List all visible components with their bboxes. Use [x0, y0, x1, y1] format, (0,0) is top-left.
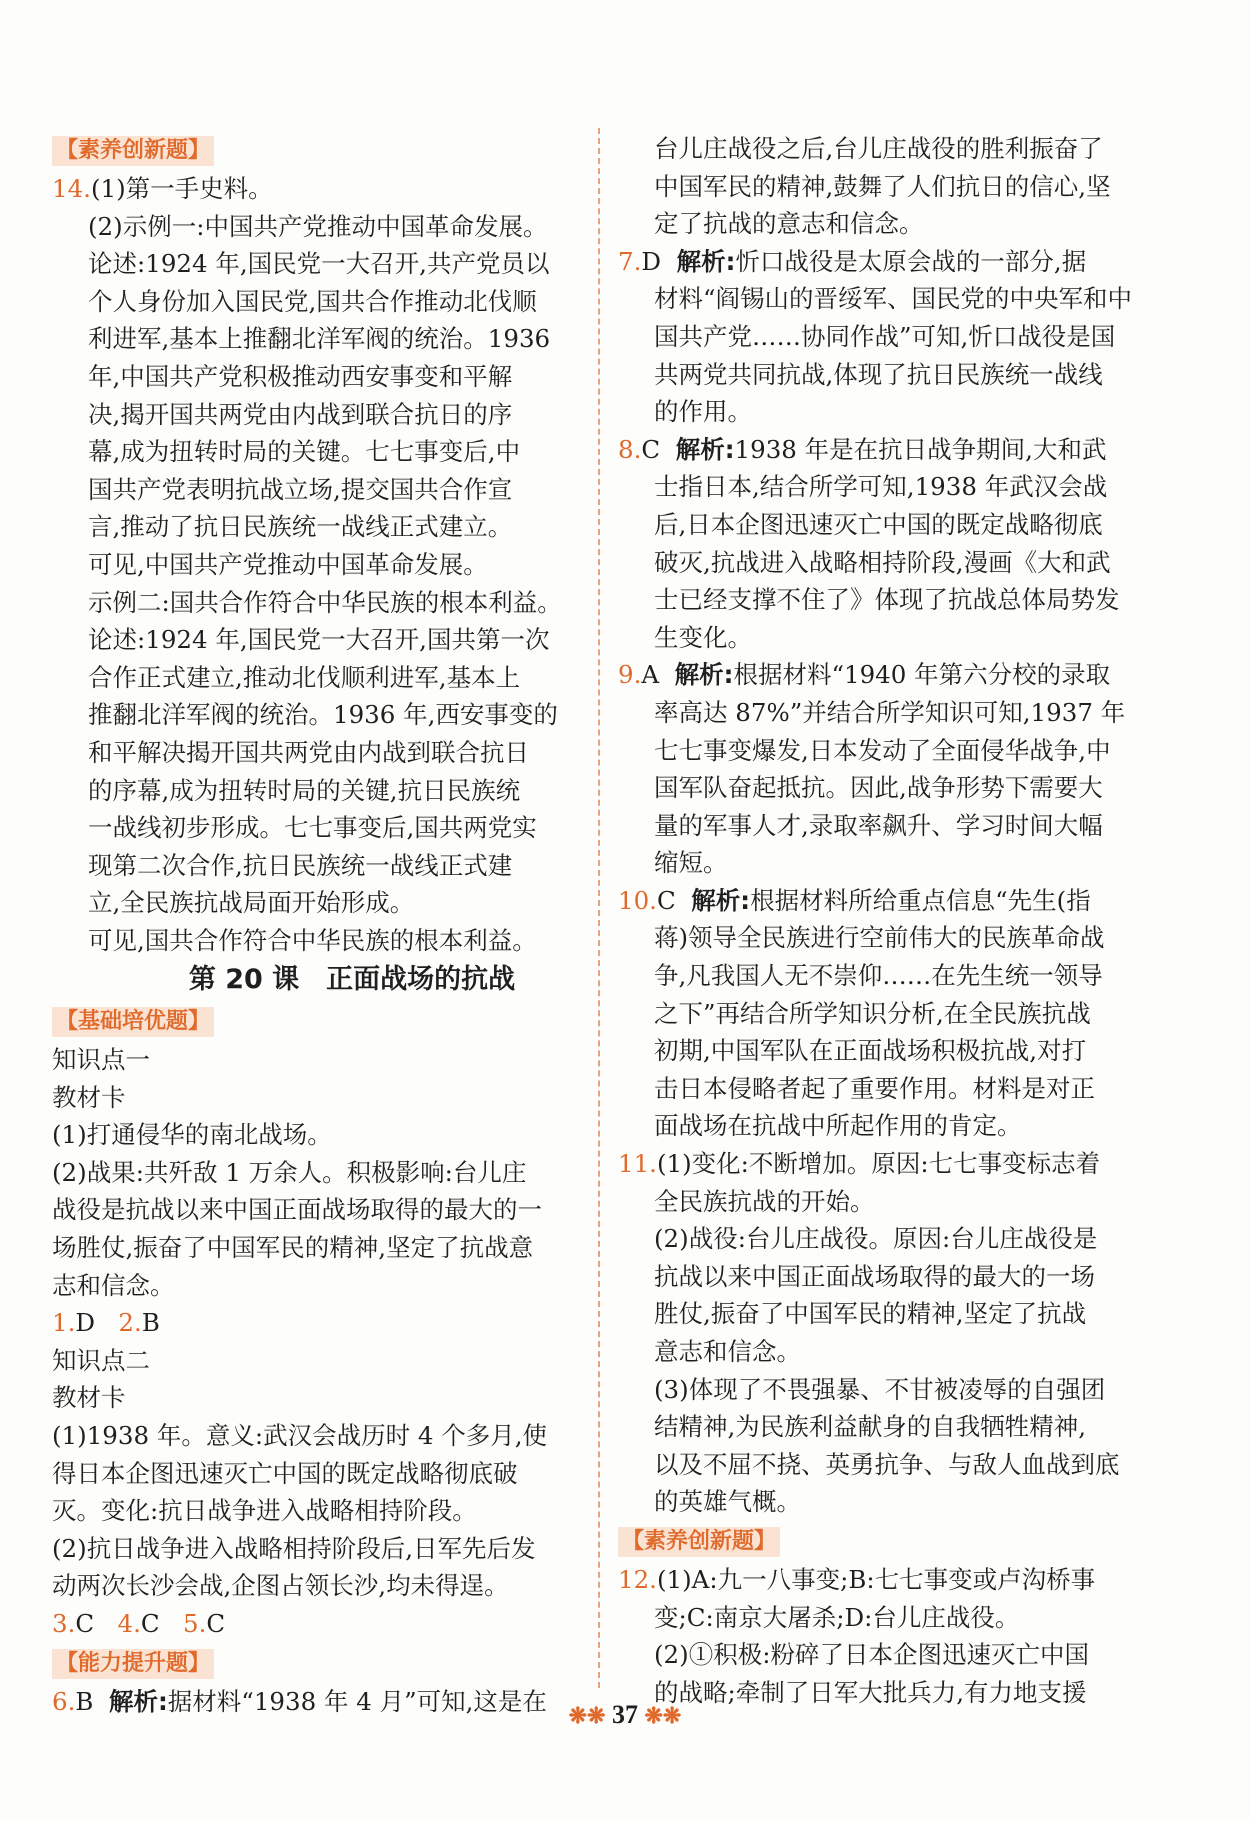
q10-body [618, 919, 1148, 1145]
q9-line [618, 656, 1148, 694]
text-line: 变;C:南京大屠杀;D:台儿庄战役。 [654, 1602, 1020, 1632]
ans-5-value: C [206, 1608, 226, 1638]
text-line: 的英雄气概。 [654, 1487, 801, 1517]
text-line: 可见,中国共产党推动中国革命发展。 [88, 549, 488, 579]
ans-1-num: 1. [52, 1308, 76, 1338]
text-line: 量的军事人才,录取率飙升、学习时间大幅 [654, 810, 1103, 840]
q11-body [618, 1183, 1148, 1521]
text-line: 全民族抗战的开始。 [654, 1186, 875, 1216]
answers-1-2 [52, 1304, 592, 1342]
text-line: 可见,国共合作符合中华民族的根本利益。 [88, 925, 537, 955]
text-line: 初期,中国军队在正面战场积极抗战,对打 [654, 1036, 1087, 1066]
text-line: 言,推动了抗日民族统一战线正式建立。 [88, 512, 513, 542]
q10-analysis-label: 解析: [691, 885, 751, 915]
text-line: 蒋)领导全民族进行空前伟大的民族革命战 [654, 923, 1105, 953]
knowledge-point-2: 知识点二 [52, 1345, 150, 1375]
text-line: 台儿庄战役之后,台儿庄战役的胜利振奋了 [654, 134, 1103, 163]
text-line: 立,全民族抗战局面开始形成。 [88, 888, 415, 918]
q8-line [618, 431, 1148, 469]
text-line: 个人身份加入国民党,国共合作推动北伐顺 [88, 286, 537, 316]
text-line: 推翻北洋军阀的统治。1936 年,西安事变的 [88, 700, 558, 730]
text-line: 论述:1924 年,国民党一大召开,国共第一次 [88, 625, 550, 655]
text-line: 士指日本,结合所学可知,1938 年武汉会战 [654, 472, 1108, 502]
text-line: 国共产党……协同作战”可知,忻口战役是国 [654, 321, 1116, 351]
text-line: 示例二:国共合作符合中华民族的根本利益。 [88, 587, 562, 617]
right-column [618, 130, 1148, 1711]
text-line: 得日本企图迅速灭亡中国的既定战略彻底破 [52, 1458, 518, 1488]
q8-first: 1938 年是在抗日战争期间,大和武 [734, 434, 1107, 464]
q12-line [618, 1561, 1148, 1599]
ans-4-num: 4. [117, 1608, 141, 1638]
text-line: 幕,成为扭转时局的关键。七七事变后,中 [88, 437, 521, 467]
text-line: 一战线初步形成。七七事变后,国共两党实 [88, 813, 537, 843]
q6-number: 6. [52, 1686, 76, 1716]
q14-line [52, 170, 592, 208]
ans-2-num: 2. [118, 1308, 142, 1338]
text-line: (1)打通侵华的南北战场。 [52, 1120, 332, 1150]
text-line: (2)抗日战争进入战略相持阶段后,日军先后发 [52, 1533, 536, 1563]
text-line: 国共产党表明抗战立场,提交国共合作宣 [88, 474, 513, 504]
q12-number: 12. [618, 1564, 657, 1594]
text-line: 志和信念。 [52, 1270, 175, 1300]
section-tag-ability: 【能力提升题】 [52, 1649, 214, 1679]
text-line: 中国军民的精神,鼓舞了人们抗日的信心,坚 [654, 171, 1111, 201]
q12-body [618, 1599, 1148, 1712]
text-line: 抗战以来中国正面战场取得的最大的一场 [654, 1261, 1095, 1291]
text-line: 面战场在抗战中所起作用的肯定。 [654, 1111, 1022, 1141]
text-line: 意志和信念。 [654, 1337, 801, 1366]
text-line: 灭。变化:抗日战争进入战略相持阶段。 [52, 1496, 477, 1526]
q9-first: 根据材料“1940 年第六分校的录取 [733, 660, 1111, 690]
answers-3-5 [52, 1605, 592, 1643]
textbook-card-1: 教材卡 [52, 1082, 126, 1112]
text-line: 和平解决揭开国共两党由内战到联合抗日 [88, 737, 529, 767]
text-line: (2)战果:共歼敌 1 万余人。积极影响:台儿庄 [52, 1157, 527, 1187]
text-line: 争,凡我国人无不崇仰……在先生统一领导 [654, 961, 1103, 991]
q14-body [52, 208, 592, 960]
left-column [52, 130, 592, 1720]
page-footer [0, 1700, 1250, 1730]
q12-first: (1)A:九一八事变;B:七七事变或卢沟桥事 [656, 1564, 1096, 1594]
text-line: 战役是抗战以来中国正面战场取得的最大的一 [52, 1195, 542, 1225]
q6-continued [618, 130, 1148, 243]
q11-line [618, 1145, 1148, 1183]
text-line: 以及不屈不挠、英勇抗争、与敌人血战到底 [654, 1449, 1120, 1479]
text-line: 士已经支撑不住了》体现了抗战总体局势发 [654, 585, 1120, 615]
kp1-body [52, 1116, 592, 1304]
knowledge-point-1: 知识点一 [52, 1045, 150, 1075]
text-line: 场胜仗,振奋了中国军民的精神,坚定了抗战意 [52, 1233, 534, 1263]
q11-first: (1)变化:不断增加。原因:七七事变标志着 [656, 1149, 1101, 1179]
text-line: 的战略;牵制了日军大批兵力,有力地支援 [654, 1677, 1087, 1707]
text-line: 国军队奋起抵抗。因此,战争形势下需要大 [654, 773, 1103, 803]
q8-body [618, 468, 1148, 656]
q14-part1: (1)第一手史料。 [90, 174, 273, 203]
text-line: (3)体现了不畏强暴、不甘被凌辱的自强团 [654, 1374, 1106, 1404]
section-tag-basic: 【基础培优题】 [52, 1007, 214, 1037]
text-line: 年,中国共产党积极推动西安事变和平解 [88, 361, 513, 391]
text-line: 共两党共同抗战,体现了抗日民族统一战线 [654, 359, 1103, 389]
right-ornament-icon: ❋❋ [644, 1703, 682, 1728]
q7-line [618, 243, 1148, 281]
q7-answer: D [641, 246, 662, 276]
q9-answer: A [641, 660, 660, 690]
q11-number: 11. [618, 1149, 657, 1179]
text-line: 论述:1924 年,国民党一大召开,共产党员以 [88, 249, 550, 279]
ans-4-value: C [140, 1608, 160, 1638]
q7-analysis-label: 解析: [676, 246, 736, 276]
ans-5-num: 5. [183, 1608, 207, 1638]
text-line: 击日本侵略者起了重要作用。材料是对正 [654, 1073, 1095, 1103]
ans-2-value: B [141, 1308, 160, 1338]
text-line: 结精神,为民族利益献身的自我牺牲精神, [654, 1412, 1087, 1442]
q7-first: 忻口战役是太原会战的一部分,据 [735, 246, 1087, 276]
q6-text: 据材料“1938 年 4 月”可知,这是在 [167, 1686, 547, 1716]
text-line: 生变化。 [654, 622, 752, 652]
text-line: 破灭,抗战进入战略相持阶段,漫画《大和武 [654, 547, 1111, 577]
text-line: 七七事变爆发,日本发动了全面侵华战争,中 [654, 735, 1111, 765]
textbook-card-2: 教材卡 [52, 1383, 126, 1413]
kp2-body [52, 1417, 592, 1605]
q9-number: 9. [618, 660, 642, 690]
text-line: 定了抗战的意志和信念。 [654, 209, 924, 239]
ans-1-value: D [75, 1308, 96, 1338]
q7-body [618, 280, 1148, 430]
text-line: 率高达 87%”并结合所学知识可知,1937 年 [654, 697, 1126, 727]
text-line: 的序幕,成为扭转时局的关键,抗日民族统 [88, 775, 521, 805]
q7-number: 7. [618, 246, 642, 276]
ans-3-num: 3. [52, 1608, 76, 1638]
q14-number: 14. [52, 174, 91, 203]
column-divider [598, 128, 600, 1688]
text-line: 决,揭开国共两党由内战到联合抗日的序 [88, 399, 513, 429]
text-line: 利进军,基本上推翻北洋军阀的统治。1936 [88, 324, 551, 354]
text-line: 缩短。 [654, 848, 728, 878]
text-line: (2)①积极:粉碎了日本企图迅速灭亡中国 [654, 1640, 1089, 1670]
lesson-title: 第 20 课 正面战场的抗战 [188, 964, 516, 996]
text-line: 动两次长沙会战,企图占领长沙,均未得逞。 [52, 1571, 509, 1601]
ans-3-value: C [75, 1608, 95, 1638]
text-line: 后,日本企图迅速灭亡中国的既定战略彻底 [654, 509, 1103, 539]
page-number: 37 [612, 1700, 638, 1729]
text-line: 的作用。 [654, 397, 752, 427]
text-line: 之下”再结合所学知识分析,在全民族抗战 [654, 998, 1091, 1028]
text-line: 现第二次合作,抗日民族统一战线正式建 [88, 850, 513, 880]
text-line: (1)1938 年。意义:武汉会战历时 4 个多月,使 [52, 1421, 548, 1450]
left-ornament-icon: ❋❋ [568, 1703, 606, 1728]
q10-first: 根据材料所给重点信息“先生(指 [750, 885, 1091, 915]
q10-answer: C [656, 885, 676, 915]
q10-line [618, 882, 1148, 920]
text-line: 胜仗,振奋了中国军民的精神,坚定了抗战 [654, 1299, 1087, 1329]
text-line: 材料“阎锡山的晋绥军、国民党的中央军和中 [654, 284, 1133, 314]
text-line: (2)战役:台儿庄战役。原因:台儿庄战役是 [654, 1224, 1098, 1254]
q9-body [618, 694, 1148, 882]
q9-analysis-label: 解析: [674, 660, 734, 690]
q8-answer: C [641, 434, 661, 464]
q6-analysis-label: 解析: [108, 1686, 168, 1716]
text-line: (2)示例一:中国共产党推动中国革命发展。 [88, 211, 548, 241]
section-tag-innovation: 【素养创新题】 [52, 136, 214, 166]
q6-answer: B [75, 1686, 94, 1716]
section-tag-innovation-2: 【素养创新题】 [618, 1527, 780, 1557]
q10-number: 10. [618, 885, 657, 915]
q8-number: 8. [618, 434, 642, 464]
text-line: 合作正式建立,推动北伐顺利进军,基本上 [88, 662, 521, 692]
q8-analysis-label: 解析: [675, 434, 735, 464]
